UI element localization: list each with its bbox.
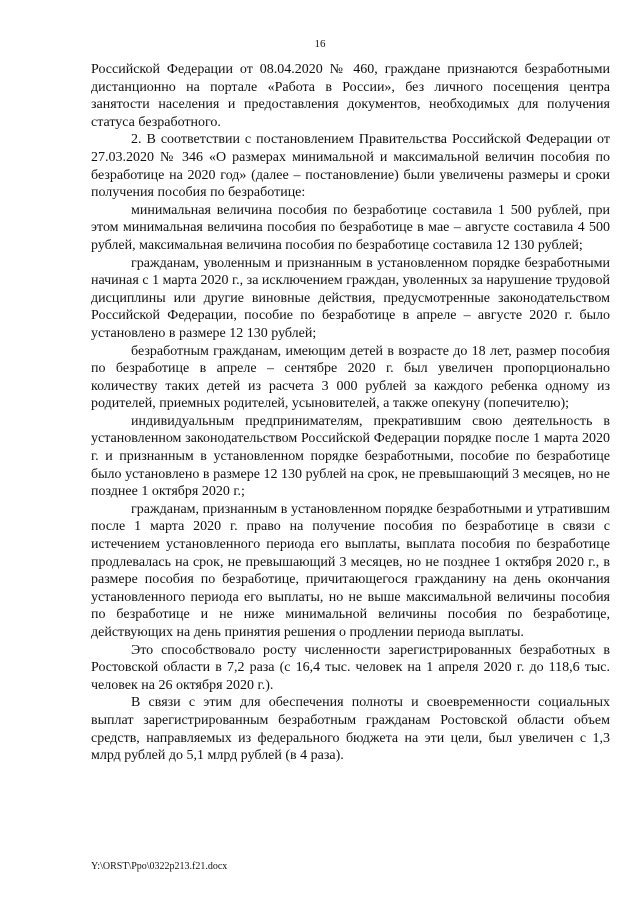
paragraph-extension: гражданам, признанным в установленном порядке безработными и утратившим после 1 марта 2020 г. право на получение пособия по безработице в связи с истечением установленного периода его выплаты, выплата пособия по безработице продлевалась на срок, не превышающий 3 месяцев, но не позднее 1 октября 2020 г., в размере пособия по безработице, причитающегося гражданину на день окончания установленного периода его выплаты, но не выше максимальной величины пособия по безработице и не ниже минимальной величины пособия по безработице, действующих на день принятия решения о продлении периода выплаты. [91, 501, 610, 640]
footer-file-path: Y:\ORST\Ppo\0322p213.f21.docx [91, 861, 228, 872]
paragraph-dismissed-citizens: гражданам, уволенным и признанным в установленном порядке безработными начиная с 1 марта 2020 г., за исключением граждан, уволенных за нарушение трудовой дисциплины или другие виновные действия, предусмотренные законодательством Российской Федерации, пособие по безработице в апреле – августе 2020 г. было установлено в размере 12 130 рублей; [91, 255, 610, 341]
paragraph-federal-funds: В связи с этим для обеспечения полноты и своевременности социальных выплат зарегистрированным безработным гражданам Ростовской области объем средств, направляемых из федерального бюджета на эти цели, был увеличен с 1,3 млрд рублей до 5,1 млрд рублей (в 4 раза). [91, 695, 610, 764]
paragraph-item-2: 2. В соответствии с постановлением Правительства Российской Федерации от 27.03.2020 № 346 «О размерах минимальной и максимальной величин пособия по безработице на 2020 год» (далее – постановление) были увеличены размеры и сроки получения пособия по безработице: [91, 132, 610, 201]
paragraph-min-benefit: минимальная величина пособия по безработице составила 1 500 рублей, при этом минимальная величина пособия по безработице в мае – августе составила 4 500 рублей, максимальная величина пособия по безработице составила 12 130 рублей; [91, 202, 610, 253]
paragraph-unemployment-growth: Это способствовало росту численности зарегистрированных безработных в Ростовской области в 7,2 раза (с 16,4 тыс. человек на 1 апреля 2020 г. до 118,6 тыс. человек на 26 октября 2020 г.). [91, 642, 610, 693]
page-number: 16 [314, 38, 326, 50]
paragraph-entrepreneurs: индивидуальным предпринимателям, прекратившим свою деятельность в установленном законодательством Российской Федерации порядке после 1 марта 2020 г. и признанным в установленном порядке безработными, пособие по безработице было установлено в размере 12 130 рублей на срок, не превышающий 3 месяцев, но не позднее 1 октября 2020 г.; [91, 413, 610, 500]
paragraph-children-allowance: безработным гражданам, имеющим детей в возрасте до 18 лет, размер пособия по безработице в апреле – сентябре 2020 г. был увеличен пропорционально количеству таких детей из расчета 3 000 рублей за каждого ребенка одному из родителей, приемных родителей, усыновителей, а также опекуну (попечителю); [91, 343, 610, 412]
paragraph-continuation: Российской Федерации от 08.04.2020 № 460, граждане признаются безработными дистанционно на портале «Работа в России», без личного посещения центра занятости населения и предоставления документов, необходимых для получения статуса безработного. [91, 62, 610, 130]
document-body [91, 61, 610, 765]
